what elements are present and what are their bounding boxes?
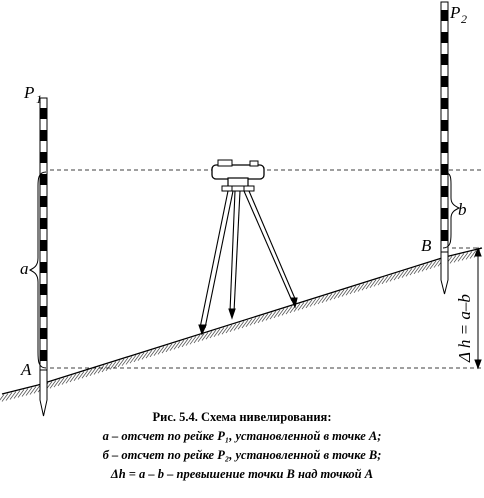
rod-p1-label: P (24, 83, 35, 102)
height-difference-dimension (475, 248, 481, 368)
rod-p2-label: P (450, 3, 461, 22)
reading-b-label: b (458, 200, 467, 219)
caption-line-a: а – отсчет по рейке Р₁, установленной в точке А; (102, 429, 382, 443)
caption-line-dh: Δh = a – b – превышение точки В над точкой А (110, 467, 374, 481)
ground-hatching (0, 249, 480, 402)
leveling-staff-p2 (441, 2, 448, 294)
level-instrument (212, 160, 264, 191)
caption-title: Рис. 5.4. Схема нивелирования: (152, 410, 332, 424)
caption-line-b: б – отсчет по рейке Р₂, установленной в точке В; (102, 448, 382, 462)
figure-caption (0, 408, 484, 484)
tripod (199, 191, 297, 334)
rod-p1-subscript: 1 (36, 92, 42, 106)
rod-p2-subscript: 2 (461, 12, 467, 26)
point-b-label: B (421, 236, 432, 255)
delta-h-label: Δ h = a–b (455, 294, 474, 362)
point-a-label: A (21, 360, 32, 379)
reading-a-label: a (20, 259, 29, 278)
ground-surface-line (2, 248, 482, 394)
